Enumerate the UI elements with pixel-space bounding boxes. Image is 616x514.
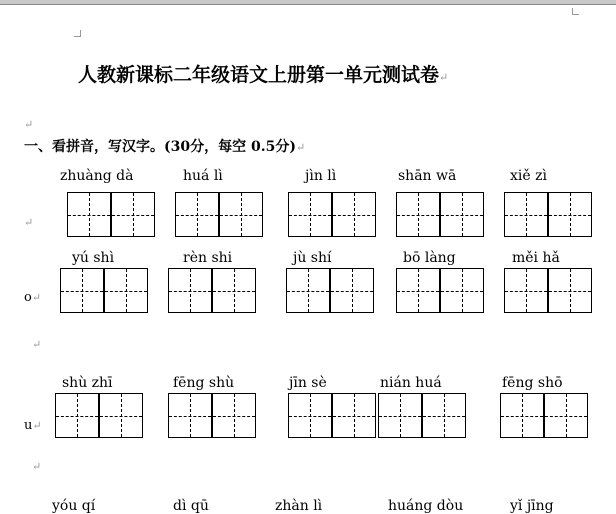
paragraph-mark: ↵ [32, 419, 42, 432]
row-lead-text [24, 290, 41, 305]
window-top-border [0, 0, 616, 5]
pinyin-label: dì qū [173, 498, 209, 514]
paragraph-mark: ↵ [31, 291, 42, 304]
tianzige-writing-box[interactable] [286, 268, 330, 313]
tianzige-writing-box[interactable] [212, 393, 256, 438]
pinyin-label: jìn lì [305, 168, 337, 184]
pinyin-label: xiě zì [510, 168, 547, 184]
tianzige-writing-box[interactable] [330, 268, 374, 313]
margin-corner-mark [572, 8, 579, 15]
pinyin-label: fēng shō [502, 375, 563, 391]
tianzige-writing-box[interactable] [504, 268, 548, 313]
pinyin-label: huáng dòu [388, 498, 464, 514]
tianzige-writing-box[interactable] [219, 192, 263, 237]
pinyin-label: yú shì [72, 250, 115, 266]
pinyin-label: yóu qí [52, 498, 96, 514]
tianzige-writing-box[interactable] [504, 192, 548, 237]
row-lead-text [24, 215, 33, 230]
lead-char: o [24, 290, 32, 305]
tianzige-writing-box[interactable] [378, 393, 422, 438]
pinyin-label: fēng shù [173, 375, 235, 391]
tianzige-writing-box[interactable] [67, 192, 111, 237]
paragraph-mark: ↵ [24, 118, 34, 131]
tianzige-writing-box[interactable] [548, 192, 592, 237]
tianzige-writing-box[interactable] [500, 393, 544, 438]
pinyin-label: jù shí [293, 250, 332, 266]
tianzige-writing-box[interactable] [548, 268, 592, 313]
tianzige-writing-box[interactable] [168, 393, 212, 438]
document-title: 人教新课标二年级语文上册第一单元测试卷↵ [78, 64, 449, 86]
pinyin-label: huá lì [183, 168, 223, 184]
tianzige-writing-box[interactable] [60, 268, 104, 313]
tianzige-writing-box[interactable] [396, 268, 440, 313]
tianzige-writing-box[interactable] [99, 393, 143, 438]
tianzige-writing-box[interactable] [440, 268, 484, 313]
pinyin-label: měi hǎ [512, 250, 560, 266]
paragraph-mark: ↵ [32, 338, 42, 351]
pinyin-label: shù zhī [62, 375, 113, 391]
tianzige-writing-box[interactable] [544, 393, 588, 438]
tianzige-writing-box[interactable] [55, 393, 99, 438]
pinyin-label: yǐ jīng [510, 498, 554, 514]
margin-corner-mark [74, 30, 81, 37]
paragraph-mark: ↵ [32, 460, 42, 473]
tianzige-writing-box[interactable] [175, 192, 219, 237]
section-heading: 一、看拼音，写汉字。(30分，每空 0.5分)↵ [24, 139, 306, 155]
tianzige-writing-box[interactable] [422, 393, 466, 438]
pinyin-label: zhuàng dà [60, 168, 134, 184]
tianzige-writing-box[interactable] [332, 393, 376, 438]
tianzige-writing-box[interactable] [440, 192, 484, 237]
tianzige-writing-box[interactable] [111, 192, 155, 237]
pinyin-label: nián huá [380, 375, 442, 391]
tianzige-writing-box[interactable] [396, 192, 440, 237]
tianzige-writing-box[interactable] [212, 268, 256, 313]
pinyin-label: shān wā [398, 168, 457, 184]
pinyin-label: jīn sè [289, 375, 327, 391]
row-lead-text [24, 418, 42, 433]
pinyin-label: rèn shi [183, 250, 233, 266]
lead-char: u [24, 418, 33, 433]
paragraph-mark: ↵ [24, 216, 34, 229]
pinyin-label: zhàn lì [275, 498, 323, 514]
tianzige-writing-box[interactable] [104, 268, 148, 313]
tianzige-writing-box[interactable] [288, 393, 332, 438]
tianzige-writing-box[interactable] [332, 192, 376, 237]
tianzige-writing-box[interactable] [168, 268, 212, 313]
pinyin-label: bō làng [403, 250, 456, 266]
tianzige-writing-box[interactable] [288, 192, 332, 237]
